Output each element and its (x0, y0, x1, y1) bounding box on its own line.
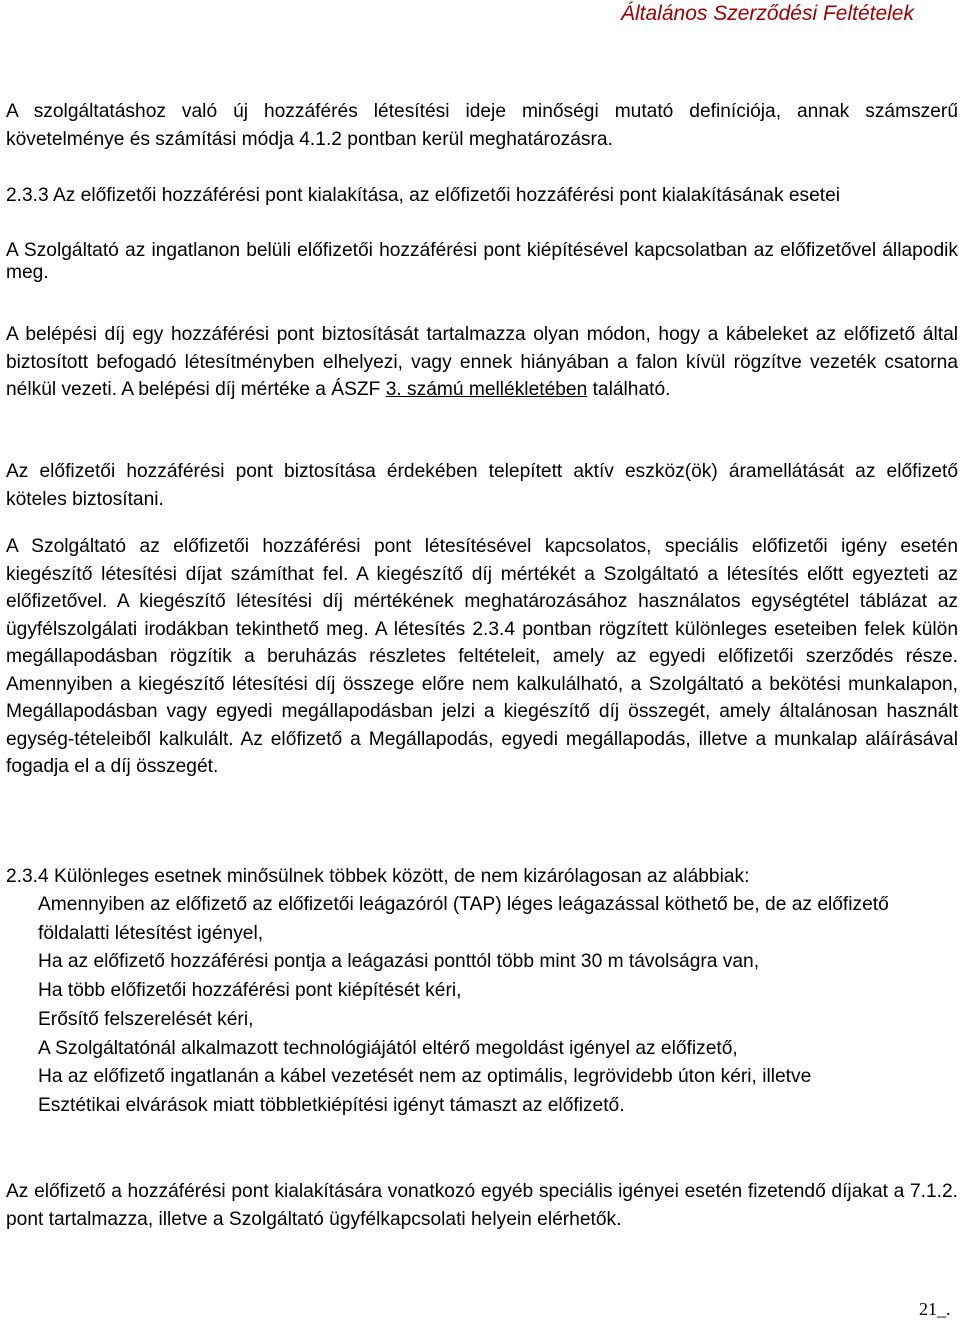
entry-fee-text-end: található. (587, 379, 671, 400)
section-heading-2-3-3: 2.3.3 Az előfizetői hozzáférési pont kialakítása, az előfizetői hozzáférési pont kialakításának esetei (6, 185, 841, 206)
running-header: Általános Szerződési Feltételek (621, 2, 914, 25)
list-item: A Szolgáltatónál alkalmazott technológiájától eltérő megoldást igényel az előfizető, (38, 1037, 738, 1059)
list-item: Ha az előfizető hozzáférési pontja a leágazási ponttól több mint 30 m távolságra van, (38, 951, 760, 973)
paragraph-supplementary-fee: A Szolgáltató az előfizetői hozzáférési pont létesítésével kapcsolatos, speciális előfizetői igény esetén kiegészítő létesítési díjat számíthat fel. A kiegészítő díj mértékét a Szolgáltató a létesítés előtt egyezteti az előfizetővel. A kiegészítő létesítési díj mértékének meghatározásához használatos egységtétel táblázat az ügyfélszolgálati irodákban tekinthető meg. A létesítés 2.3.4 pontban rögzített különleges eseteiben felek külön megállapodásban rögzítik a beruházás részletes feltételeit, amely az egyedi előfizetői szerződés része. Amennyiben a kiegészítő létesítési díj összege előre nem kalkulálható, a Szolgáltató a bekötési munkalapon, Megállapodásban vagy egyedi megállapodásban jelzi a kiegészítő díj összegét, amely általánosan használt egység-tételeiből kalkulált. Az előfizető a Megállapodás, egyedi megállapodás, illetve a munkalap aláírásával fogadja el a díj összegét. (6, 536, 958, 777)
paragraph-other-special-fees: Az előfizető a hozzáférési pont kialakítására vonatkozó egyéb speciális igényei esetén fizetendő díjakat a 7.1.2. pont tartalmazza, illetve a Szolgáltató ügyfélkapcsolati helyein elérhetők. (6, 1181, 958, 1230)
section-heading-2-3-4: 2.3.4 Különleges esetnek minősülnek többek között, de nem kizárólagosan az alábbiak: (6, 866, 750, 887)
paragraph-access-point: A Szolgáltató az ingatlanon belüli előfizetői hozzáférési pont kiépítésével kapcsolatban az előfizetővel állapodik meg. (6, 240, 958, 283)
annex-3-reference: 3. számú mellékletében (385, 379, 588, 400)
list-item: Esztétikai elvárások miatt többletkiépítési igényt támaszt az előfizető. (38, 1094, 625, 1116)
paragraph-active-device-power: Az előfizetői hozzáférési pont biztosítása érdekében telepített aktív eszköz(ök) áramellátását az előfizető köteles biztosítani. (6, 461, 958, 510)
page-number: 21_. (919, 1299, 951, 1319)
entry-fee-text: A belépési díj egy hozzáférési pont biztosítását tartalmazza olyan módon, hogy a kábeleket az előfizető által biztosított befogadó létesítményben elhelyezi, vagy ennek hiányában a falon kívül rögzítve vezeték csatorna nélkül vezeti. A belépési díj mértéke a ÁSZF (6, 324, 958, 400)
paragraph-quality-indicator: A szolgáltatáshoz való új hozzáférés létesítési ideje minőségi mutató definíciója, annak számszerű követelménye és számítási módja 4.1.2 pontban kerül meghatározásra. (6, 101, 958, 150)
paragraph-entry-fee (6, 321, 958, 404)
list-item: Ha több előfizetői hozzáférési pont kiépítését kéri, (38, 980, 462, 1002)
special-cases-list (38, 891, 958, 1121)
list-item: Ha az előfizető ingatlanán a kábel vezetését nem az optimális, legrövidebb úton kéri, illetve (38, 1066, 812, 1088)
list-item: Amennyiben az előfizető az előfizetői leágazóról (TAP) léges leágazással köthető be, de az előfizető földalatti létesítést igényel, (38, 894, 889, 944)
list-item: Erősítő felszerelését kéri, (38, 1008, 254, 1030)
